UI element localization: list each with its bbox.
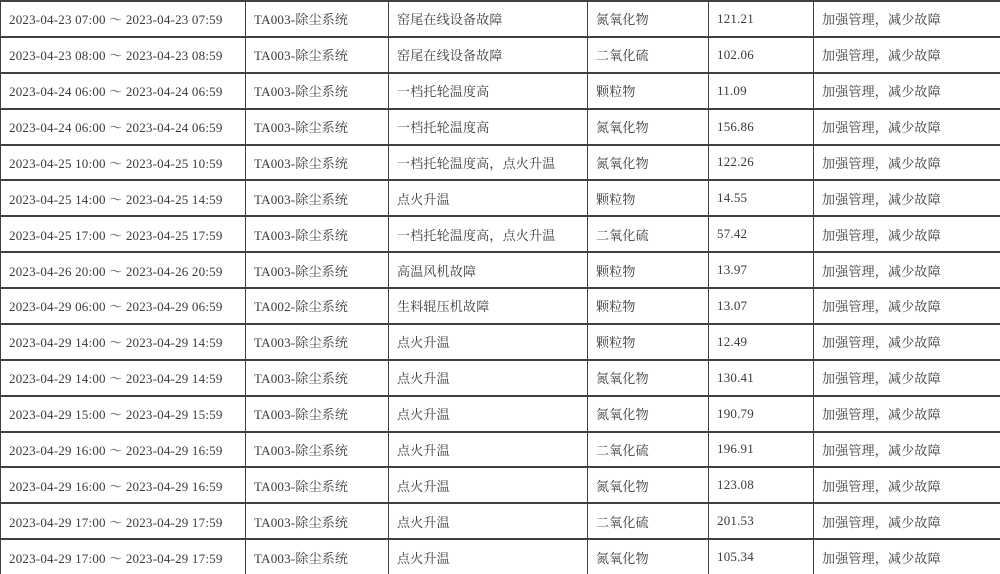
cell-value: 105.34 xyxy=(709,539,814,574)
cell-system: TA003-除尘系统 xyxy=(246,216,389,252)
cell-time-range: 2023-04-29 16:00 ～ 2023-04-29 16:59 xyxy=(1,467,246,503)
cell-fault-description: 一档托轮温度高 xyxy=(389,73,588,109)
cell-value: 13.97 xyxy=(709,252,814,288)
cell-measure: 加强管理，减少故障 xyxy=(814,324,1000,360)
cell-pollutant: 氮氧化物 xyxy=(588,360,709,396)
cell-fault-description: 点火升温 xyxy=(389,396,588,432)
cell-measure: 加强管理，减少故障 xyxy=(814,145,1000,181)
cell-pollutant: 氮氧化物 xyxy=(588,145,709,181)
cell-pollutant: 颗粒物 xyxy=(588,288,709,324)
cell-measure: 加强管理，减少故障 xyxy=(814,216,1000,252)
table-row xyxy=(1,73,1000,109)
cell-system: TA003-除尘系统 xyxy=(246,109,389,145)
cell-value: 57.42 xyxy=(709,216,814,252)
cell-fault-description: 点火升温 xyxy=(389,324,588,360)
cell-measure: 加强管理，减少故障 xyxy=(814,539,1000,574)
cell-fault-description: 点火升温 xyxy=(389,432,588,468)
cell-fault-description: 一档托轮温度高 xyxy=(389,109,588,145)
cell-pollutant: 颗粒物 xyxy=(588,73,709,109)
cell-measure: 加强管理，减少故障 xyxy=(814,503,1000,539)
cell-fault-description: 生料辊压机故障 xyxy=(389,288,588,324)
cell-value: 122.26 xyxy=(709,145,814,181)
cell-measure: 加强管理，减少故障 xyxy=(814,252,1000,288)
cell-measure: 加强管理，减少故障 xyxy=(814,1,1000,37)
cell-fault-description: 一档托轮温度高，点火升温 xyxy=(389,145,588,181)
cell-system: TA003-除尘系统 xyxy=(246,360,389,396)
cell-value: 196.91 xyxy=(709,432,814,468)
cell-system: TA003-除尘系统 xyxy=(246,1,389,37)
cell-fault-description: 点火升温 xyxy=(389,360,588,396)
cell-measure: 加强管理，减少故障 xyxy=(814,37,1000,73)
cell-measure: 加强管理，减少故障 xyxy=(814,109,1000,145)
cell-time-range: 2023-04-23 07:00 ～ 2023-04-23 07:59 xyxy=(1,1,246,37)
cell-pollutant: 二氧化硫 xyxy=(588,37,709,73)
cell-value: 201.53 xyxy=(709,503,814,539)
cell-time-range: 2023-04-25 14:00 ～ 2023-04-25 14:59 xyxy=(1,180,246,216)
cell-system: TA002-除尘系统 xyxy=(246,288,389,324)
cell-time-range: 2023-04-26 20:00 ～ 2023-04-26 20:59 xyxy=(1,252,246,288)
table-row xyxy=(1,360,1000,396)
cell-time-range: 2023-04-29 06:00 ～ 2023-04-29 06:59 xyxy=(1,288,246,324)
cell-pollutant: 颗粒物 xyxy=(588,252,709,288)
cell-system: TA003-除尘系统 xyxy=(246,73,389,109)
cell-value: 11.09 xyxy=(709,73,814,109)
cell-measure: 加强管理，减少故障 xyxy=(814,288,1000,324)
cell-pollutant: 氮氧化物 xyxy=(588,467,709,503)
cell-system: TA003-除尘系统 xyxy=(246,467,389,503)
cell-pollutant: 氮氧化物 xyxy=(588,1,709,37)
cell-system: TA003-除尘系统 xyxy=(246,324,389,360)
cell-measure: 加强管理，减少故障 xyxy=(814,180,1000,216)
cell-value: 13.07 xyxy=(709,288,814,324)
cell-pollutant: 氮氧化物 xyxy=(588,109,709,145)
cell-time-range: 2023-04-29 16:00 ～ 2023-04-29 16:59 xyxy=(1,432,246,468)
cell-pollutant: 二氧化硫 xyxy=(588,216,709,252)
cell-value: 123.08 xyxy=(709,467,814,503)
table-row xyxy=(1,180,1000,216)
cell-fault-description: 窑尾在线设备故障 xyxy=(389,37,588,73)
cell-measure: 加强管理，减少故障 xyxy=(814,360,1000,396)
cell-value: 121.21 xyxy=(709,1,814,37)
cell-time-range: 2023-04-29 17:00 ～ 2023-04-29 17:59 xyxy=(1,503,246,539)
cell-time-range: 2023-04-29 17:00 ～ 2023-04-29 17:59 xyxy=(1,539,246,574)
cell-time-range: 2023-04-25 17:00 ～ 2023-04-25 17:59 xyxy=(1,216,246,252)
cell-time-range: 2023-04-23 08:00 ～ 2023-04-23 08:59 xyxy=(1,37,246,73)
cell-fault-description: 一档托轮温度高，点火升温 xyxy=(389,216,588,252)
table-row xyxy=(1,503,1000,539)
cell-system: TA003-除尘系统 xyxy=(246,396,389,432)
cell-time-range: 2023-04-29 15:00 ～ 2023-04-29 15:59 xyxy=(1,396,246,432)
cell-fault-description: 点火升温 xyxy=(389,539,588,574)
cell-fault-description: 窑尾在线设备故障 xyxy=(389,1,588,37)
table-row xyxy=(1,37,1000,73)
cell-system: TA003-除尘系统 xyxy=(246,432,389,468)
cell-system: TA003-除尘系统 xyxy=(246,503,389,539)
table-row xyxy=(1,432,1000,468)
cell-measure: 加强管理，减少故障 xyxy=(814,73,1000,109)
table-row xyxy=(1,145,1000,181)
cell-pollutant: 二氧化硫 xyxy=(588,432,709,468)
cell-time-range: 2023-04-29 14:00 ～ 2023-04-29 14:59 xyxy=(1,324,246,360)
cell-system: TA003-除尘系统 xyxy=(246,145,389,181)
cell-fault-description: 点火升温 xyxy=(389,503,588,539)
cell-pollutant: 二氧化硫 xyxy=(588,503,709,539)
cell-fault-description: 高温风机故障 xyxy=(389,252,588,288)
cell-fault-description: 点火升温 xyxy=(389,467,588,503)
table-row xyxy=(1,252,1000,288)
table-row xyxy=(1,1,1000,37)
cell-pollutant: 颗粒物 xyxy=(588,180,709,216)
cell-value: 130.41 xyxy=(709,360,814,396)
cell-measure: 加强管理，减少故障 xyxy=(814,467,1000,503)
cell-value: 190.79 xyxy=(709,396,814,432)
cell-system: TA003-除尘系统 xyxy=(246,180,389,216)
cell-time-range: 2023-04-29 14:00 ～ 2023-04-29 14:59 xyxy=(1,360,246,396)
cell-system: TA003-除尘系统 xyxy=(246,37,389,73)
table-row xyxy=(1,396,1000,432)
cell-pollutant: 颗粒物 xyxy=(588,324,709,360)
cell-system: TA003-除尘系统 xyxy=(246,252,389,288)
cell-time-range: 2023-04-24 06:00 ～ 2023-04-24 06:59 xyxy=(1,73,246,109)
cell-fault-description: 点火升温 xyxy=(389,180,588,216)
cell-measure: 加强管理，减少故障 xyxy=(814,432,1000,468)
table-row xyxy=(1,109,1000,145)
table-row xyxy=(1,539,1000,574)
cell-value: 12.49 xyxy=(709,324,814,360)
cell-value: 102.06 xyxy=(709,37,814,73)
cell-time-range: 2023-04-25 10:00 ～ 2023-04-25 10:59 xyxy=(1,145,246,181)
cell-value: 14.55 xyxy=(709,180,814,216)
cell-measure: 加强管理，减少故障 xyxy=(814,396,1000,432)
cell-value: 156.86 xyxy=(709,109,814,145)
table-row xyxy=(1,467,1000,503)
cell-pollutant: 氮氧化物 xyxy=(588,539,709,574)
table-body xyxy=(1,1,1000,574)
table-row xyxy=(1,324,1000,360)
cell-pollutant: 氮氧化物 xyxy=(588,396,709,432)
cell-system: TA003-除尘系统 xyxy=(246,539,389,574)
table-row xyxy=(1,288,1000,324)
cell-time-range: 2023-04-24 06:00 ～ 2023-04-24 06:59 xyxy=(1,109,246,145)
table-row xyxy=(1,216,1000,252)
